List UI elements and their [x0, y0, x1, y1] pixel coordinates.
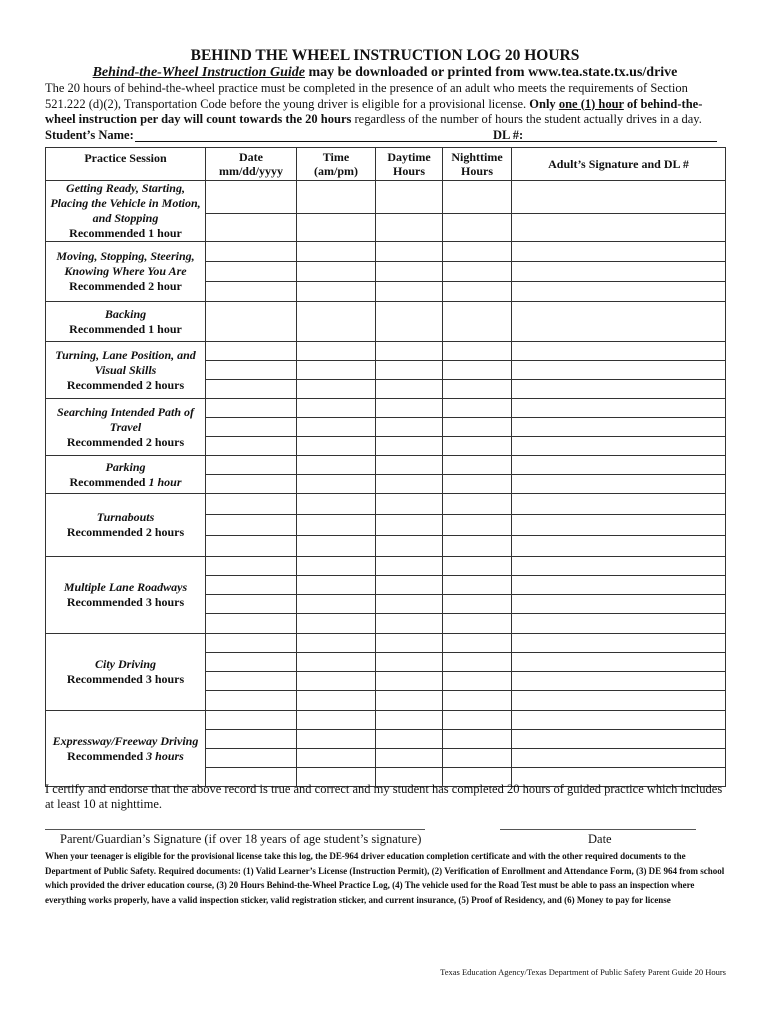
daytime-cell[interactable] — [376, 672, 443, 691]
signature-cell[interactable] — [512, 614, 726, 634]
daytime-cell[interactable] — [376, 576, 443, 595]
nighttime-cell[interactable] — [443, 749, 512, 768]
nighttime-cell[interactable] — [443, 302, 512, 342]
daytime-cell[interactable] — [376, 749, 443, 768]
nighttime-cell[interactable] — [443, 730, 512, 749]
student-info-row — [45, 128, 725, 144]
signature-cell[interactable] — [512, 653, 726, 672]
time-cell[interactable] — [297, 691, 376, 711]
daytime-cell[interactable] — [376, 475, 443, 494]
signature-cell[interactable] — [512, 380, 726, 399]
session-backing: Backing Recommended 1 hour — [46, 302, 206, 342]
nighttime-cell[interactable] — [443, 380, 512, 399]
nighttime-cell[interactable] — [443, 634, 512, 653]
signature-cell[interactable] — [512, 672, 726, 691]
date-cell[interactable] — [206, 456, 297, 475]
daytime-cell[interactable] — [376, 214, 443, 242]
time-cell[interactable] — [297, 634, 376, 653]
daytime-cell[interactable] — [376, 494, 443, 515]
date-cell[interactable] — [206, 262, 297, 282]
page-footer: Texas Education Agency/Texas Department of Public Safety Parent Guide 20 Hours — [440, 967, 726, 977]
time-cell[interactable] — [297, 614, 376, 634]
signature-cell[interactable] — [512, 456, 726, 475]
nighttime-cell[interactable] — [443, 576, 512, 595]
session-moving-stopping: Moving, Stopping, Steering, Knowing Where You Are Recommended 2 hour — [46, 242, 206, 302]
nighttime-cell[interactable] — [443, 536, 512, 557]
time-cell[interactable] — [297, 361, 376, 380]
session-parking: Parking Recommended 1 hour — [46, 456, 206, 494]
signature-cell[interactable] — [512, 262, 726, 282]
signature-cell[interactable] — [512, 418, 726, 437]
nighttime-cell[interactable] — [443, 282, 512, 302]
nighttime-cell[interactable] — [443, 456, 512, 475]
daytime-cell[interactable] — [376, 399, 443, 418]
daytime-cell[interactable] — [376, 653, 443, 672]
intro-bold-1: Only — [529, 96, 559, 111]
time-cell[interactable] — [297, 262, 376, 282]
col-header-daytime: Daytime Hours — [376, 148, 443, 181]
nighttime-cell[interactable] — [443, 672, 512, 691]
time-cell[interactable] — [297, 672, 376, 691]
signature-cell[interactable] — [512, 302, 726, 342]
date-cell[interactable] — [206, 730, 297, 749]
col-header-time: Time (am/pm) — [297, 148, 376, 181]
time-cell[interactable] — [297, 437, 376, 456]
time-cell[interactable] — [297, 536, 376, 557]
col-header-nighttime: Nighttime Hours — [443, 148, 512, 181]
daytime-cell[interactable] — [376, 418, 443, 437]
parent-signature-label: Parent/Guardian’s Signature (if over 18 years of age student’s signature) — [60, 832, 422, 846]
nighttime-cell[interactable] — [443, 475, 512, 494]
signature-cell[interactable] — [512, 181, 726, 214]
daytime-cell[interactable] — [376, 262, 443, 282]
time-cell[interactable] — [297, 181, 376, 214]
time-cell[interactable] — [297, 342, 376, 361]
table-header-row — [46, 148, 726, 181]
signature-cell[interactable] — [512, 595, 726, 614]
daytime-cell[interactable] — [376, 242, 443, 262]
practice-log-table — [45, 147, 726, 787]
time-cell[interactable] — [297, 515, 376, 536]
signature-cell[interactable] — [512, 749, 726, 768]
signature-cell[interactable] — [512, 691, 726, 711]
date-cell[interactable] — [206, 711, 297, 730]
nighttime-cell[interactable] — [443, 653, 512, 672]
signature-cell[interactable] — [512, 557, 726, 576]
date-cell[interactable] — [206, 634, 297, 653]
daytime-cell[interactable] — [376, 342, 443, 361]
nighttime-cell[interactable] — [443, 515, 512, 536]
daytime-cell[interactable] — [376, 515, 443, 536]
date-cell[interactable] — [206, 494, 297, 515]
time-cell[interactable] — [297, 711, 376, 730]
time-cell[interactable] — [297, 399, 376, 418]
daytime-cell[interactable] — [376, 730, 443, 749]
required-documents-note: When your teenager is eligible for the provisional license take this log, the DE-964 driver education completion certificate and with the other required documents to the Department of Public Safety. Required documents: (1) Valid Learner’s License (Instruction Permit), (2) Verification of Enrollment and Attendance Form, (3) DE 964 from school which provided the driver education course, (3) 20 Hours Behind-the-Wheel Practice Log, (4) The vehicle used for the Road Test must be able to pass an inspection where everything works properly, have a valid inspection sticker, valid registration sticker, and current insurance, (5) Proof of Residency, and (6) Money to pay for license — [45, 851, 725, 905]
date-cell[interactable] — [206, 361, 297, 380]
download-note-text: may be downloaded or printed from www.tea.state.tx.us/drive — [304, 65, 678, 80]
download-note — [0, 65, 770, 81]
time-cell[interactable] — [297, 576, 376, 595]
signature-date-line[interactable] — [500, 829, 696, 830]
date-cell[interactable] — [206, 557, 297, 576]
col-header-signature: Adult’s Signature and DL # — [512, 148, 726, 181]
nighttime-cell[interactable] — [443, 418, 512, 437]
nighttime-cell[interactable] — [443, 711, 512, 730]
col-header-date: Date mm/dd/yyyy — [206, 148, 297, 181]
signature-cell[interactable] — [512, 475, 726, 494]
intro-underline: one (1) hour — [558, 96, 624, 111]
daytime-cell[interactable] — [376, 181, 443, 214]
nighttime-cell[interactable] — [443, 614, 512, 634]
date-cell[interactable] — [206, 214, 297, 242]
parent-signature-line[interactable] — [45, 829, 425, 830]
nighttime-cell[interactable] — [443, 437, 512, 456]
date-cell[interactable] — [206, 515, 297, 536]
session-turning: Turning, Lane Position, and Visual Skills Recommended 2 hours — [46, 342, 206, 399]
guide-link[interactable]: Behind-the-Wheel Instruction Guide — [92, 65, 305, 80]
date-cell[interactable] — [206, 437, 297, 456]
date-cell[interactable] — [206, 653, 297, 672]
signature-cell[interactable] — [512, 282, 726, 302]
signature-cell[interactable] — [512, 634, 726, 653]
signature-cell[interactable] — [512, 214, 726, 242]
signature-cell[interactable] — [512, 711, 726, 730]
nighttime-cell[interactable] — [443, 214, 512, 242]
daytime-cell[interactable] — [376, 595, 443, 614]
time-cell[interactable] — [297, 475, 376, 494]
session-turnabouts: Turnabouts Recommended 2 hours — [46, 494, 206, 557]
nighttime-cell[interactable] — [443, 399, 512, 418]
nighttime-cell[interactable] — [443, 595, 512, 614]
date-cell[interactable] — [206, 672, 297, 691]
date-cell[interactable] — [206, 418, 297, 437]
date-cell[interactable] — [206, 691, 297, 711]
signature-cell[interactable] — [512, 515, 726, 536]
date-cell[interactable] — [206, 399, 297, 418]
session-expressway: Expressway/Freeway Driving Recommended 3 hours — [46, 711, 206, 787]
nighttime-cell[interactable] — [443, 557, 512, 576]
date-cell[interactable] — [206, 475, 297, 494]
date-cell[interactable] — [206, 342, 297, 361]
time-cell[interactable] — [297, 595, 376, 614]
signature-cell[interactable] — [512, 342, 726, 361]
nighttime-cell[interactable] — [443, 494, 512, 515]
daytime-cell[interactable] — [376, 691, 443, 711]
time-cell[interactable] — [297, 380, 376, 399]
time-cell[interactable] — [297, 730, 376, 749]
session-city-driving: City Driving Recommended 3 hours — [46, 634, 206, 711]
daytime-cell[interactable] — [376, 282, 443, 302]
time-cell[interactable] — [297, 749, 376, 768]
date-cell[interactable] — [206, 614, 297, 634]
signature-cell[interactable] — [512, 494, 726, 515]
intro-bold-2: of behind-the-wheel instruction per day will count towards the 20 hours — [45, 96, 703, 126]
date-cell[interactable] — [206, 302, 297, 342]
session-getting-ready: Getting Ready, Starting, Placing the Vehicle in Motion, and Stopping Recommended 1 hour — [46, 181, 206, 242]
date-cell[interactable] — [206, 749, 297, 768]
signature-cell[interactable] — [512, 437, 726, 456]
daytime-cell[interactable] — [376, 634, 443, 653]
student-name-field[interactable] — [135, 141, 532, 142]
daytime-cell[interactable] — [376, 557, 443, 576]
date-cell[interactable] — [206, 576, 297, 595]
intro-paragraph — [45, 81, 730, 128]
signature-date-label: Date — [588, 832, 612, 846]
certification-statement: I certify and endorse that the above record is true and correct and my student has completed 20 hours of guided practice which includes at least 10 at nighttime. — [45, 782, 723, 811]
time-cell[interactable] — [297, 282, 376, 302]
student-name-label: Student’s Name: — [45, 128, 134, 142]
date-cell[interactable] — [206, 595, 297, 614]
page-title: BEHIND THE WHEEL INSTRUCTION LOG 20 HOURS — [190, 47, 580, 64]
intro-text-1: The 20 hours of behind-the-wheel practice must be completed in the presence of an adult who meets the requirements of Section 521.222 (d)(2), Transportation Code before the young driver is eligible for a provisional license. — [45, 81, 688, 111]
signature-cell[interactable] — [512, 361, 726, 380]
daytime-cell[interactable] — [376, 456, 443, 475]
date-cell[interactable] — [206, 181, 297, 214]
intro-text-2: regardless of the number of hours the student actually drives in a day. — [351, 112, 702, 126]
signature-cell[interactable] — [512, 576, 726, 595]
signature-cell[interactable] — [512, 730, 726, 749]
date-cell[interactable] — [206, 282, 297, 302]
time-cell[interactable] — [297, 242, 376, 262]
nighttime-cell[interactable] — [443, 262, 512, 282]
daytime-cell[interactable] — [376, 711, 443, 730]
time-cell[interactable] — [297, 214, 376, 242]
daytime-cell[interactable] — [376, 361, 443, 380]
daytime-cell[interactable] — [376, 536, 443, 557]
nighttime-cell[interactable] — [443, 242, 512, 262]
daytime-cell[interactable] — [376, 614, 443, 634]
nighttime-cell[interactable] — [443, 361, 512, 380]
time-cell[interactable] — [297, 494, 376, 515]
nighttime-cell[interactable] — [443, 342, 512, 361]
date-cell[interactable] — [206, 536, 297, 557]
time-cell[interactable] — [297, 653, 376, 672]
daytime-cell[interactable] — [376, 437, 443, 456]
dl-number-label: DL #: — [493, 128, 524, 142]
dl-number-field[interactable] — [525, 141, 717, 142]
col-header-session: Practice Session — [46, 148, 206, 181]
daytime-cell[interactable] — [376, 302, 443, 342]
time-cell[interactable] — [297, 302, 376, 342]
session-multiple-lane: Multiple Lane Roadways Recommended 3 hours — [46, 557, 206, 634]
session-searching-path: Searching Intended Path of Travel Recommended 2 hours — [46, 399, 206, 456]
date-cell[interactable] — [206, 242, 297, 262]
nighttime-cell[interactable] — [443, 181, 512, 214]
time-cell[interactable] — [297, 557, 376, 576]
signature-cell[interactable] — [512, 242, 726, 262]
time-cell[interactable] — [297, 418, 376, 437]
signature-cell[interactable] — [512, 536, 726, 557]
daytime-cell[interactable] — [376, 380, 443, 399]
time-cell[interactable] — [297, 456, 376, 475]
nighttime-cell[interactable] — [443, 691, 512, 711]
date-cell[interactable] — [206, 380, 297, 399]
signature-cell[interactable] — [512, 399, 726, 418]
